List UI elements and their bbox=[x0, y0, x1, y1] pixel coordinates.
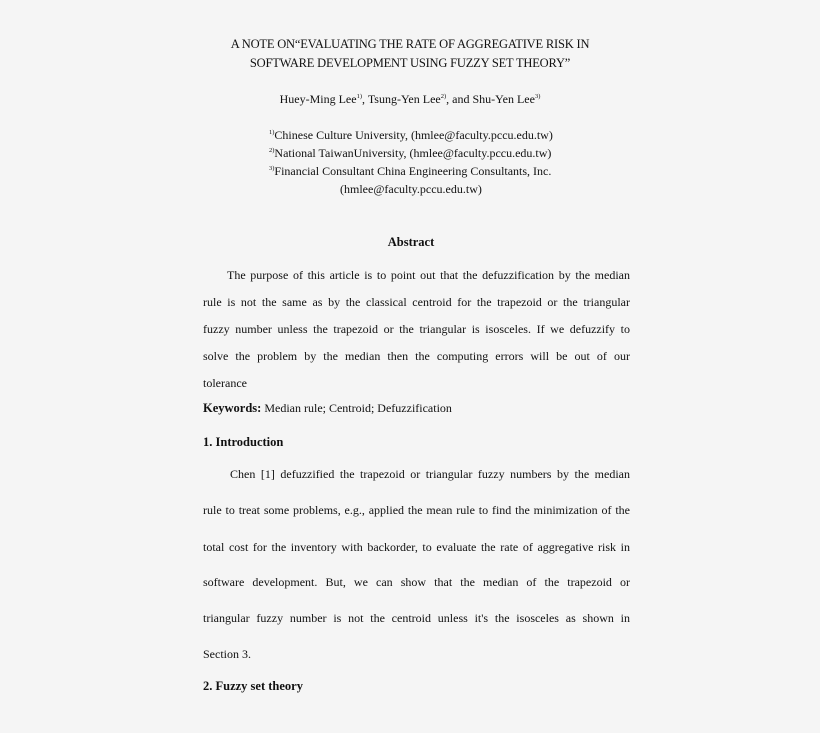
section-line: rule to treat some problems, e.g., applied the mean rule to find the minimization of the bbox=[203, 503, 630, 517]
abstract-line: The purpose of this article is to point out that the defuzzification by the median bbox=[227, 268, 630, 282]
section-heading-fuzzy-set-theory: 2. Fuzzy set theory bbox=[203, 679, 303, 693]
affiliation-superscript: 3) bbox=[269, 165, 275, 172]
section-line: software development. But, we can show that the median of the trapezoid or bbox=[203, 575, 630, 589]
section-line: Section 3. bbox=[203, 647, 251, 661]
affiliation-2 bbox=[269, 146, 551, 161]
section-line: Chen [1] defuzzified the trapezoid or triangular fuzzy numbers by the median bbox=[230, 467, 630, 481]
abstract-heading: Abstract bbox=[387, 235, 435, 249]
section-line: total cost for the inventory with backorder, to evaluate the rate of aggregative risk in bbox=[203, 540, 630, 554]
author-superscript: 1) bbox=[356, 93, 363, 100]
affiliation-1 bbox=[269, 128, 553, 143]
affiliation-text: Chinese Culture University, (hmlee@faculty.pccu.edu.tw) bbox=[274, 128, 553, 142]
affiliation-text: Financial Consultant China Engineering Consultants, Inc. bbox=[274, 164, 552, 178]
affiliation-superscript: 1) bbox=[269, 129, 275, 136]
keywords bbox=[203, 401, 452, 416]
author-name: Tsung-Yen Lee bbox=[367, 92, 441, 106]
author-name: Huey-Ming Lee bbox=[279, 92, 357, 106]
abstract-line: tolerance bbox=[203, 376, 247, 390]
author-superscript: 3) bbox=[534, 93, 541, 100]
author-separator: , bbox=[362, 92, 368, 106]
author-separator: , and bbox=[446, 92, 473, 106]
paper-title-line-1: A NOTE ON“EVALUATING THE RATE OF AGGREGATIVE RISK IN bbox=[230, 37, 590, 51]
author-name: Shu-Yen Lee bbox=[472, 92, 535, 106]
author-list bbox=[0, 92, 820, 107]
paper-title-line-2: SOFTWARE DEVELOPMENT USING FUZZY SET THEORY” bbox=[249, 56, 571, 70]
affiliation-email: (hmlee@faculty.pccu.edu.tw) bbox=[340, 182, 482, 196]
section-line: triangular fuzzy number is not the centroid unless it's the isosceles as shown in bbox=[203, 611, 630, 625]
keywords-label: Keywords: bbox=[203, 401, 262, 415]
affiliation-superscript: 2) bbox=[269, 147, 275, 154]
affiliation-text: National TaiwanUniversity, (hmlee@faculty.pccu.edu.tw) bbox=[274, 146, 552, 160]
abstract-line: fuzzy number unless the trapezoid or the triangular is isosceles. If we defuzzify to bbox=[203, 322, 630, 336]
section-heading-introduction: 1. Introduction bbox=[203, 435, 284, 449]
abstract-line: solve the problem by the median then the computing errors will be out of our bbox=[203, 349, 630, 363]
affiliation-3 bbox=[269, 164, 551, 179]
author-superscript: 2) bbox=[440, 93, 447, 100]
abstract-line: rule is not the same as by the classical centroid for the trapezoid or the triangular bbox=[203, 295, 630, 309]
keywords-text: Median rule; Centroid; Defuzzification bbox=[261, 401, 452, 415]
